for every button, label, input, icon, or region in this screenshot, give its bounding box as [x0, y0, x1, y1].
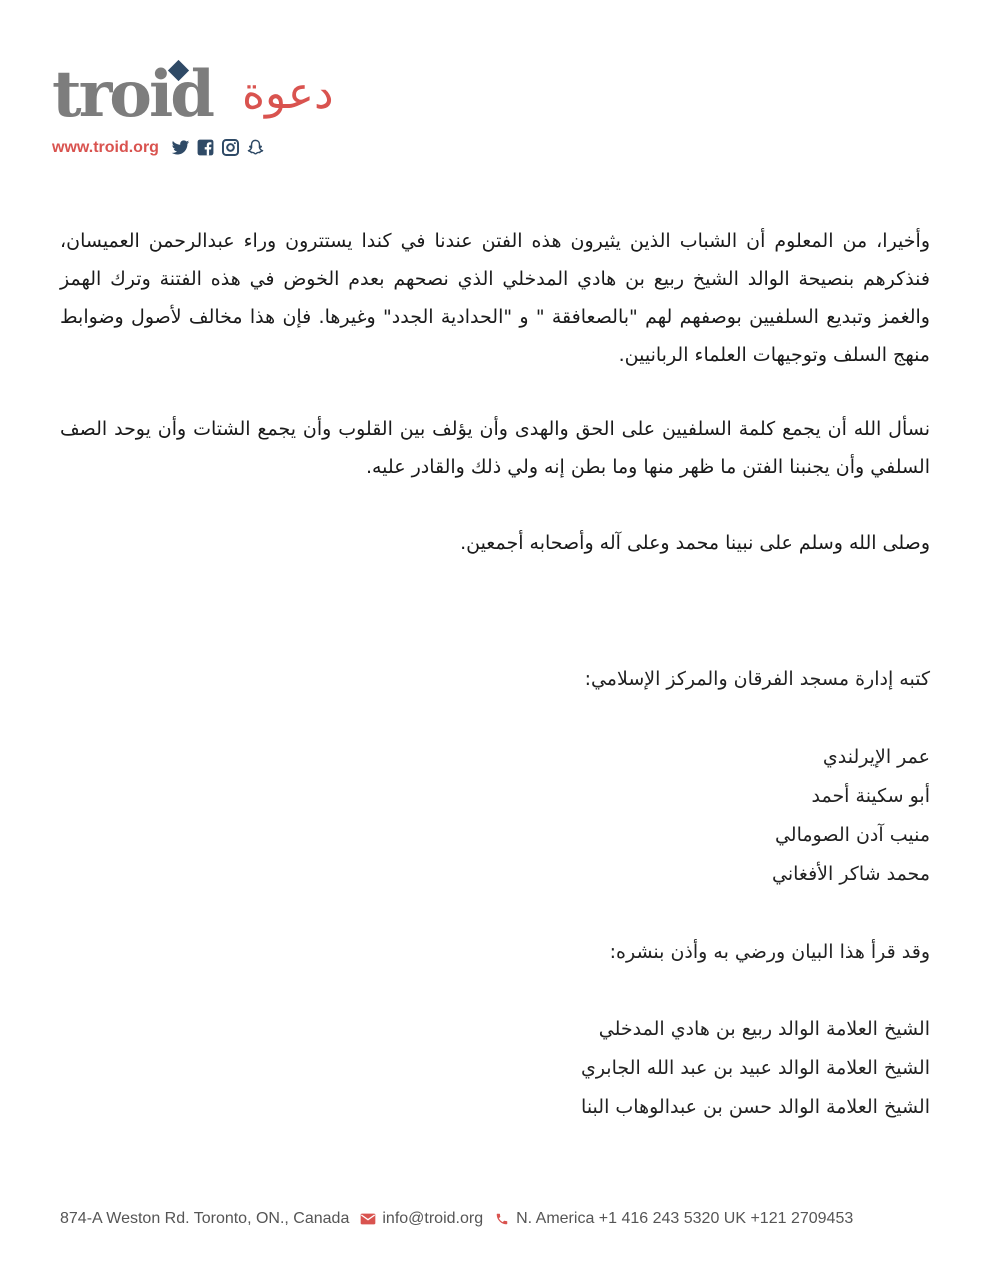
facebook-icon[interactable] [196, 138, 215, 157]
statement-body [60, 222, 930, 562]
snapchat-icon[interactable] [246, 138, 265, 157]
scholars-list [581, 1010, 930, 1127]
scholar-name: الشيخ العلامة الوالد حسن بن عبدالوهاب البنا [581, 1096, 930, 1118]
paragraph-salutation: وصلى الله وسلم على نبينا محمد وعلى آله وأصحابه أجمعين. [460, 532, 930, 554]
scholar-name: الشيخ العلامة الوالد ربيع بن هادي المدخلي [598, 1018, 930, 1040]
site-url-link[interactable]: www.troid.org [52, 138, 159, 156]
envelope-icon [359, 1211, 377, 1227]
footer-phone-numbers[interactable]: N. America +1 416 243 5320 UK +121 2709453 [516, 1210, 854, 1227]
scholar-name: الشيخ العلامة الوالد عبيد بن عبد الله الجابري [580, 1057, 930, 1079]
paragraph-advice: وأخيرا، من المعلوم أن الشباب الذين يثيرون هذه الفتن عندنا في كندا يستترون وراء عبدالرحمن العميسان، فنذكرهم بنصيحة الوالد الشيخ ربيع بن هادي المدخلي الذي نصحهم بعدم الخوض في هذه الفتنة وترك الهمز والغمز وتبديع السلفيين بوصفهم لهم "بالصعافقة " و "الحدادية الجدد" وغيرها. فإن هذا مخالف لأصول وضوابط منهج السلف وتوجيهات العلماء الربانيين. [60, 230, 930, 366]
troid-logo [52, 57, 352, 132]
paragraph-supplication: نسأل الله أن يجمع كلمة السلفيين على الحق والهدى وأن يؤلف بين القلوب وأن يجمع الشتات وأن يوحد الصف السلفي وأن يجنبنا الفتن ما ظهر منها وما بطن إنه ولي ذلك والقادر عليه. [60, 418, 930, 478]
logo-wordmark: troid [52, 57, 213, 132]
signed-by-line: كتبه إدارة مسجد الفرقان والمركز الإسلامي: [584, 668, 930, 690]
signatory-name: أبو سكينة أحمد [811, 785, 930, 807]
letterhead [52, 50, 352, 170]
signatory-name: عمر الإيرلندي [822, 746, 930, 768]
signatories-list [772, 738, 930, 894]
phone-icon [493, 1211, 511, 1227]
footer-email-link[interactable]: info@troid.org [382, 1210, 484, 1227]
approval-line: وقد قرأ هذا البيان ورضي به وأذن بنشره: [609, 941, 930, 963]
signatory-name: منيب آدن الصومالي [774, 824, 930, 846]
instagram-icon[interactable] [221, 138, 240, 157]
site-links [52, 138, 265, 157]
logo-arabic-calligraphy: دعوة [242, 68, 334, 119]
footer-address: 874-A Weston Rd. Toronto, ON., Canada [60, 1210, 350, 1227]
signatory-name: محمد شاكر الأفغاني [772, 863, 930, 885]
twitter-icon[interactable] [171, 138, 190, 157]
footer-contact [60, 1210, 930, 1228]
